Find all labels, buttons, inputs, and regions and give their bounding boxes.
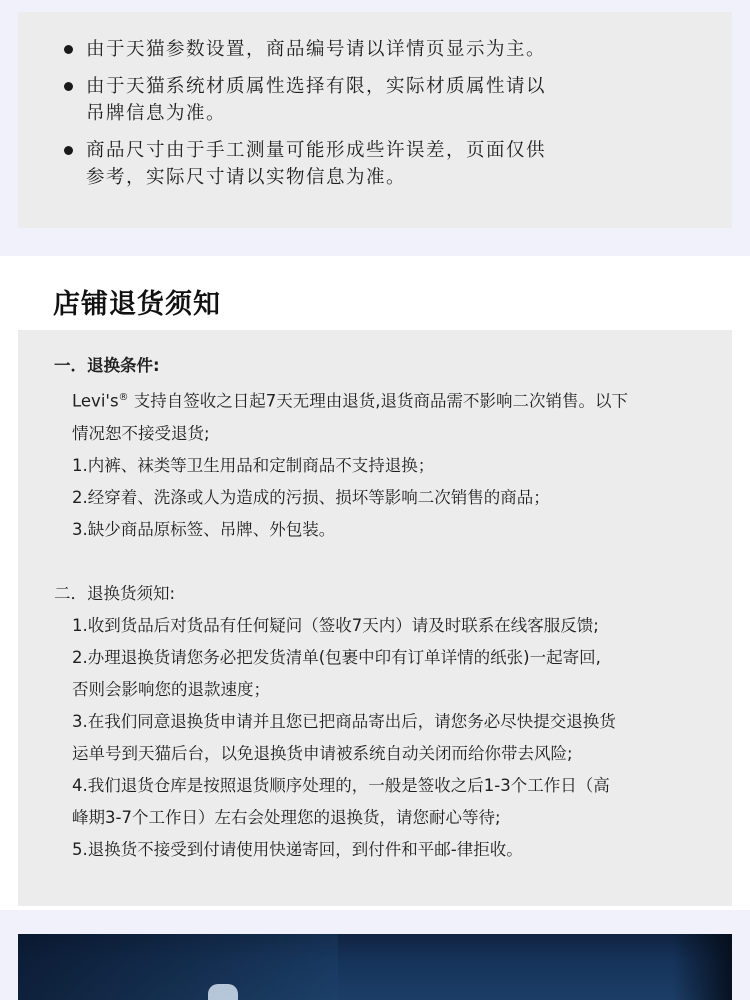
note-line: 商品尺寸由于手工测量可能形成些许误差，页面仅供 [86,140,547,161]
condition-item: 3.缺少商品原标签、吊牌、外包装。 [72,519,336,539]
registered-mark: ® [118,392,129,403]
return-policy-card [18,330,732,906]
notice-line: 否则会影响您的退款速度； [72,679,270,699]
conditions-heading: 一．退换条件: [54,356,160,375]
photo-shade [672,934,732,1000]
note-line: 吊牌信息为准。 [86,103,227,124]
product-photo [18,934,732,1000]
notice-line: 5.退换货不接受到付请使用快递寄回，到付件和平邮-律拒收。 [72,839,523,859]
photo-shade [18,934,338,1000]
condition-item: 2.经穿着、洗涤或人为造成的污损、损坏等影响二次销售的商品； [72,487,550,507]
spacer [54,546,714,578]
conditions-intro-cont: 情况恕不接受退货; [72,423,210,443]
notice-line: 1.收到货品后对货品有任何疑问（签收7天内）请及时联系在线客服反馈; [72,615,599,635]
note-item [64,36,624,63]
condition-item: 1.内裤、袜类等卫生用品和定制商品不支持退换； [72,455,435,475]
brand-name: Levi's [72,391,119,411]
intro-text: 支持自签收之日起7天无理由退货,退货商品需不影响二次销售。以下 [128,391,629,411]
product-notes-card [18,0,732,228]
note-line: 由于天猫参数设置，商品编号请以详情页显示为主。 [86,39,547,60]
return-policy-section [0,256,750,910]
notice-heading: 二．退换货须知: [54,583,176,603]
policy-body [54,350,714,866]
card-top-gap [18,0,732,12]
notice-line: 运单号到天猫后台，以免退换货申请被系统自动关闭而给你带去风险; [72,743,573,763]
photo-highlight [208,984,238,1000]
notice-line: 峰期3-7个工作日）左右会处理您的退换货，请您耐心等待; [72,807,501,827]
notice-line: 4.我们退货仓库是按照退货顺序处理的，一般是签收之后1-3个工作日（高 [72,775,610,795]
note-item [64,137,624,191]
note-item [64,73,624,127]
conditions-intro [54,382,714,418]
notice-line: 3.在我们同意退换货申请并且您已把商品寄出后，请您务必尽快提交退换货 [72,711,616,731]
section-title: 店铺退货须知 [53,289,221,320]
note-line: 参考，实际尺寸请以实物信息为准。 [86,167,407,188]
product-notes-list [64,36,624,191]
note-line: 由于天猫系统材质属性选择有限，实际材质属性请以 [86,76,547,97]
notice-line: 2.办理退换货请您务必把发货清单(包裹中印有订单详情的纸张)一起寄回, [72,647,601,667]
